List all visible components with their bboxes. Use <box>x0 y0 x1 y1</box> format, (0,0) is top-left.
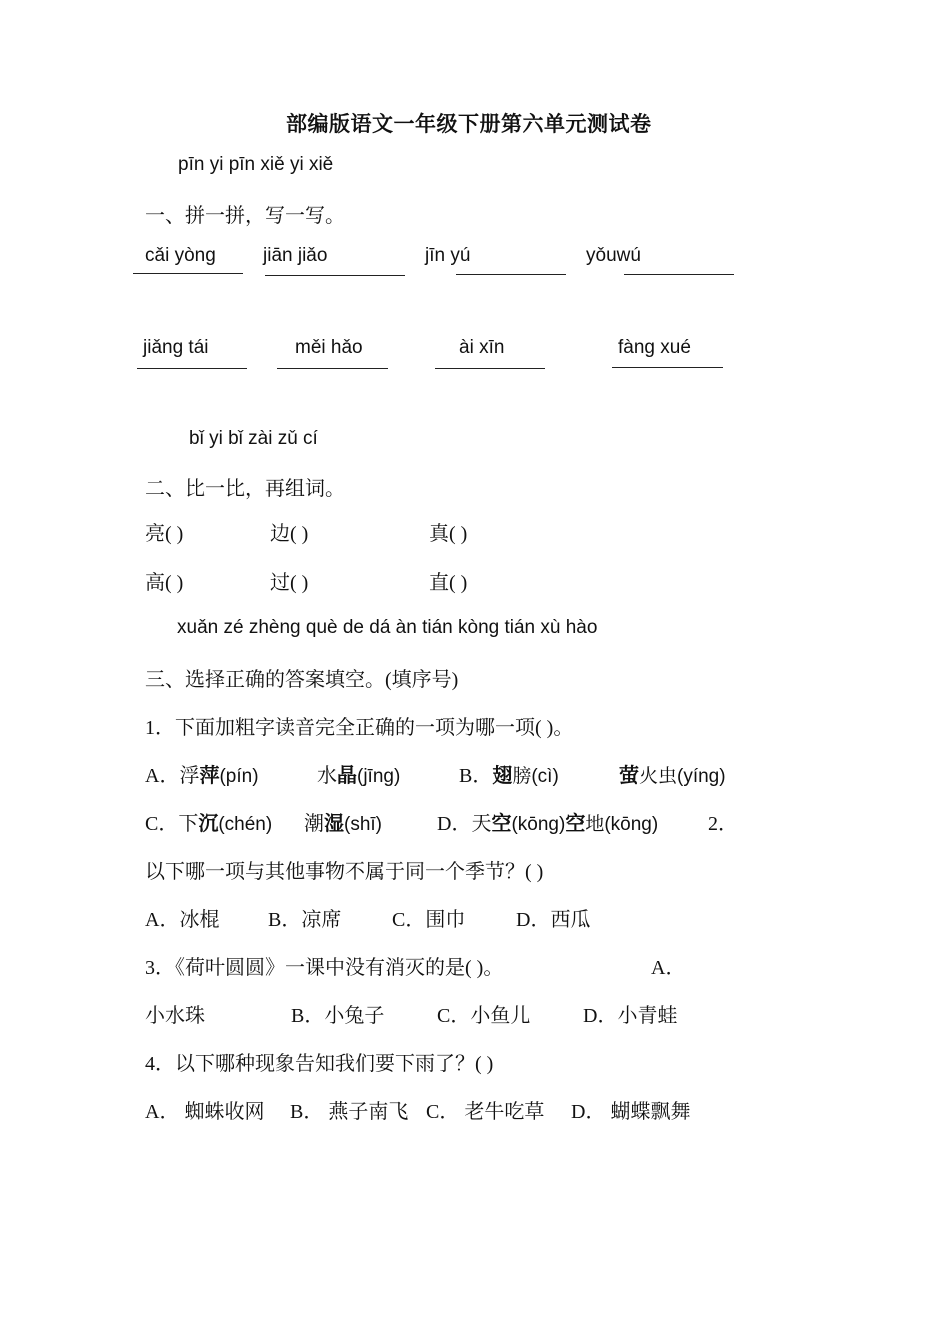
bold-char: 萍 <box>199 765 220 787</box>
section3-pinyin-label: xuǎn zé zhèng què de dá àn tián kòng tián xù hào <box>177 617 598 638</box>
q1-option-d[interactable] <box>437 807 658 836</box>
answer-line[interactable] <box>435 368 545 369</box>
q4-option[interactable]: C． 老牛吃草 <box>426 1101 545 1123</box>
pinyin-reading: 膀(cì) <box>512 766 559 787</box>
q1-option-a[interactable] <box>145 759 259 788</box>
section2-heading: 二、比一比，再组词。 <box>145 478 345 500</box>
q4-option[interactable]: D． 蝴蝶飘舞 <box>571 1101 691 1123</box>
option-text: 潮 <box>304 813 324 835</box>
q3-option[interactable]: B．小兔子 <box>291 1005 385 1027</box>
section2-pinyin-label: bǐ yi bǐ zài zǔ cí <box>189 428 318 449</box>
section1-pinyin-label: pīn yi pīn xiě yi xiě <box>178 154 334 175</box>
option-text: 天 <box>471 813 492 835</box>
q4-option[interactable]: A． 蜘蛛收网 <box>145 1101 265 1123</box>
bold-char: 沉 <box>198 813 219 835</box>
compare-item[interactable]: 过( ) <box>270 572 309 594</box>
compare-item[interactable]: 高( ) <box>145 572 184 594</box>
answer-line[interactable] <box>624 274 734 275</box>
section1-heading: 一、拼一拼，写一写。 <box>145 205 345 227</box>
pinyin-word: jiǎng tái <box>143 337 209 358</box>
pinyin-word: yǒuwú <box>586 245 641 266</box>
option-label: A． <box>145 765 180 787</box>
pinyin-word: fàng xué <box>618 337 691 358</box>
q3-option-a-label[interactable]: A． <box>651 957 686 979</box>
answer-line[interactable] <box>265 275 405 276</box>
bold-char: 空 <box>491 813 512 835</box>
pinyin-reading: (shī) <box>344 814 382 835</box>
compare-item[interactable]: 亮( ) <box>145 523 184 545</box>
question-2-number: 2． <box>708 813 738 835</box>
question-4-stem: 4．以下哪种现象告知我们要下雨了？( ) <box>145 1053 494 1075</box>
answer-line[interactable] <box>137 368 247 369</box>
q3-option-a-text[interactable]: 小水珠 <box>145 1005 205 1027</box>
page-title: 部编版语文一年级下册第六单元测试卷 <box>286 112 652 136</box>
option-label: D． <box>437 813 472 835</box>
pinyin-reading: (pín) <box>219 766 259 787</box>
q2-option[interactable]: A．冰棍 <box>145 909 220 931</box>
option-text: 下 <box>178 813 199 835</box>
bold-char: 萤 <box>619 765 639 787</box>
q1-option-c[interactable] <box>145 807 272 836</box>
pinyin-word: ài xīn <box>459 337 505 358</box>
pinyin-word: měi hǎo <box>295 337 363 358</box>
q2-option[interactable]: C．围巾 <box>392 909 466 931</box>
option-label: C． <box>145 813 179 835</box>
q2-option[interactable]: D．西瓜 <box>516 909 591 931</box>
pinyin-word: jiān jiǎo <box>263 245 328 266</box>
q3-option[interactable]: D．小青蛙 <box>583 1005 678 1027</box>
q1-option-b-2[interactable] <box>619 759 726 788</box>
compare-item[interactable]: 边( ) <box>270 523 309 545</box>
bold-char: 晶 <box>337 765 357 787</box>
q4-option[interactable]: B． 燕子南飞 <box>290 1101 409 1123</box>
answer-line[interactable] <box>133 273 243 274</box>
compare-item[interactable]: 直( ) <box>429 572 468 594</box>
pinyin-reading: 地(kōng) <box>585 814 659 835</box>
answer-line[interactable] <box>277 368 388 369</box>
section3-heading: 三、选择正确的答案填空。(填序号) <box>145 669 459 691</box>
q1-option-a-2[interactable] <box>317 759 400 788</box>
option-text: 水 <box>317 765 337 787</box>
answer-line[interactable] <box>612 367 723 368</box>
pinyin-reading: (kōng) <box>511 814 566 835</box>
pinyin-word: cǎi yòng <box>145 245 216 266</box>
answer-line[interactable] <box>456 274 566 275</box>
question-3-stem: 3．《荷叶圆圆》一课中没有消灭的是( )。 <box>145 957 504 979</box>
bold-char: 翅 <box>492 765 513 787</box>
bold-char: 空 <box>565 813 586 835</box>
question-1-stem: 1．下面加粗字读音完全正确的一项为哪一项( )。 <box>145 717 574 739</box>
q3-option[interactable]: C．小鱼儿 <box>437 1005 531 1027</box>
pinyin-word: jīn yú <box>425 245 471 266</box>
bold-char: 湿 <box>324 813 344 835</box>
q2-option[interactable]: B．凉席 <box>268 909 342 931</box>
compare-item[interactable]: 真( ) <box>429 523 468 545</box>
question-2-stem: 以下哪一项与其他事物不属于同一个季节？( ) <box>145 861 544 883</box>
q1-option-c-2[interactable] <box>304 807 382 836</box>
q1-option-b[interactable] <box>459 759 559 788</box>
pinyin-reading: (jīng) <box>357 766 401 787</box>
option-label: B． <box>459 765 493 787</box>
pinyin-reading: 火虫(yíng) <box>639 766 726 787</box>
option-text: 浮 <box>179 765 200 787</box>
pinyin-reading: (chén) <box>218 814 273 835</box>
